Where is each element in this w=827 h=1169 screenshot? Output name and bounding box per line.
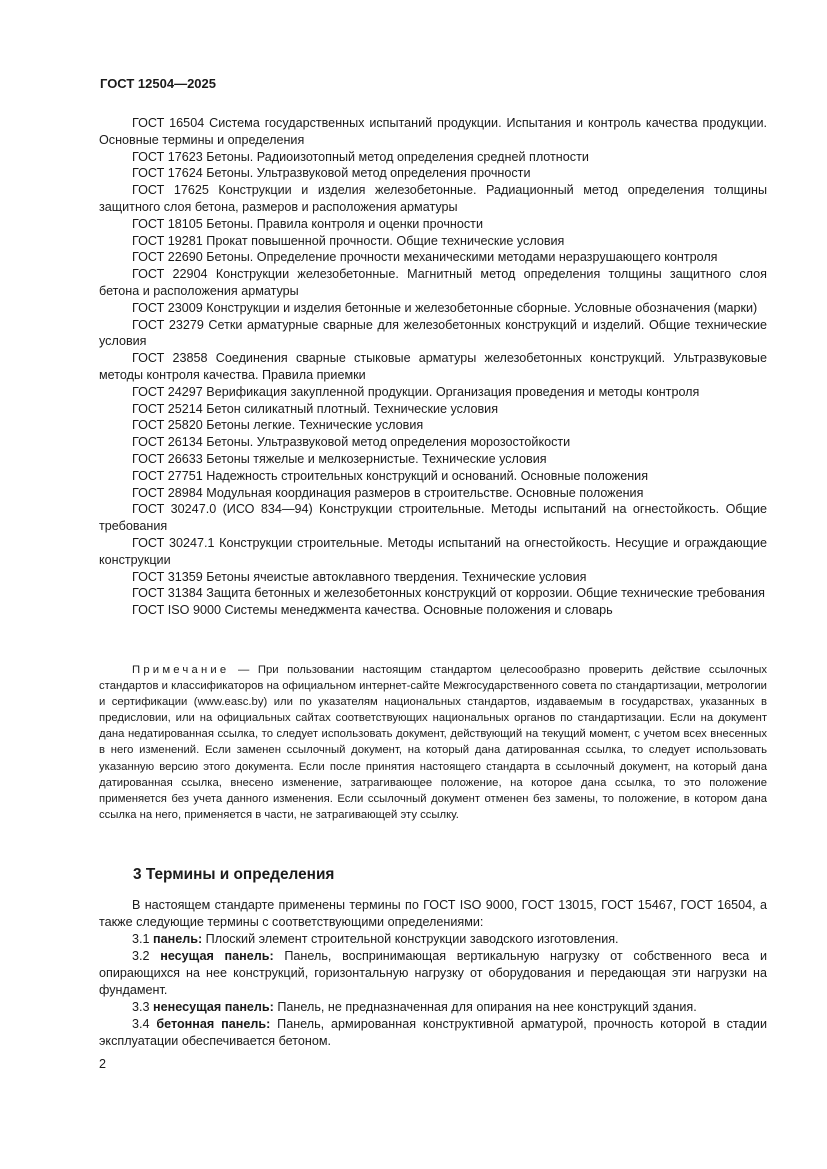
reference-item: ГОСТ ISO 9000 Системы менеджмента качества. Основные положения и словарь	[132, 603, 613, 618]
reference-item: ГОСТ 18105 Бетоны. Правила контроля и оценки прочности	[132, 216, 483, 231]
reference-item: ГОСТ 17625 Конструкции и изделия железобетонные. Радиационный метод определения толщины защитного слоя бетона, размеров и расположения арматуры	[99, 183, 767, 214]
reference-item: ГОСТ 26633 Бетоны тяжелые и мелкозернистые. Технические условия	[132, 451, 547, 466]
term-name: ненесущая панель:	[153, 1000, 274, 1014]
note-lead: Примечание	[132, 664, 230, 676]
reference-item: ГОСТ 25214 Бетон силикатный плотный. Технические условия	[132, 401, 499, 416]
term-definition	[99, 999, 767, 1016]
term-number: 3.4	[132, 1017, 157, 1031]
term-number: 3.1	[132, 932, 154, 946]
reference-item: ГОСТ 23009 Конструкции и изделия бетонные и железобетонные сборные. Условные обозначения (марки)	[132, 300, 758, 315]
reference-item: ГОСТ 23858 Соединения сварные стыковые арматуры железобетонных конструкций. Ультразвуковые методы контроля качества. Правила приемки	[99, 351, 767, 382]
section-title: 3 Термины и определения	[133, 866, 335, 883]
reference-item: ГОСТ 16504 Система государственных испытаний продукции. Испытания и контроль качества продукции. Основные термины и определения	[99, 116, 767, 147]
normative-references-list	[99, 115, 767, 619]
term-text: Панель, не предназначенная для опирания на нее конструкций здания.	[273, 1000, 697, 1014]
term-text: Плоский элемент строительной конструкции заводского изготовления.	[202, 932, 619, 946]
note-text: — При пользовании настоящим стандартом целесообразно проверить действие ссылочных стандартов и классификаторов на официальном интернет-сайте Межгосударственного совета по стандартизации, метрологии и сертификации (www.easc.by) или по указателям национальных стандартов, издаваемым в государствах, указанных в предисловии, или на официальных сайтах соответствующих национальных органов по стандартизации. Если на документ дана недатированная ссылка, то следует использовать документ, действующий на текущий момент, с учетом всех внесенных в него изменений. Если заменен ссылочный документ, на который дана датированная ссылка, то следует использовать указанную версию этого документа. Если после принятия настоящего стандарта в ссылочный документ, на который дана датированная ссылка, внесено изменение, затрагивающее положение, на которое дана ссылка, то это положение применяется без учета данного изменения. Если ссылочный документ отменен без замены, то положение, в котором дана ссылка на него, применяется в части, не затрагивающей эту ссылку.	[99, 664, 767, 821]
term-name: несущая панель:	[160, 949, 274, 963]
reference-item: ГОСТ 31384 Защита бетонных и железобетонных конструкций от коррозии. Общие технические требования	[132, 586, 765, 601]
reference-item: ГОСТ 31359 Бетоны ячеистые автоклавного твердения. Технические условия	[132, 569, 587, 584]
reference-item: ГОСТ 17624 Бетоны. Ультразвуковой метод определения прочности	[132, 166, 531, 181]
reference-item: ГОСТ 22690 Бетоны. Определение прочности механическими методами неразрушающего контроля	[132, 250, 718, 265]
reference-item: ГОСТ 23279 Сетки арматурные сварные для железобетонных конструкций и изделий. Общие технические условия	[99, 317, 767, 349]
term-text: Панель, воспринимающая вертикальную нагрузку от собственного веса и опирающихся на нее конструкций, горизонтальную нагрузку от оборудования и передающая эти нагрузки на фундамент.	[99, 949, 767, 997]
term-text: Панель, армированная конструктивной арматурой, прочность которой в стадии эксплуатации обеспечивается бетоном.	[99, 1017, 767, 1048]
term-number: 3.2	[132, 949, 161, 963]
terms-section	[99, 897, 767, 1050]
section-intro: В настоящем стандарте применены термины по ГОСТ ISO 9000, ГОСТ 13015, ГОСТ 15467, ГОСТ 16504, а также следующие термины с соответствующими определениями:	[99, 898, 767, 929]
reference-item: ГОСТ 28984 Модульная координация размеров в строительстве. Основные положения	[132, 485, 644, 500]
reference-item: ГОСТ 19281 Прокат повышенной прочности. Общие технические условия	[132, 233, 565, 248]
term-definition	[99, 931, 767, 948]
reference-item: ГОСТ 27751 Надежность строительных конструкций и оснований. Основные положения	[132, 468, 649, 483]
reference-item: ГОСТ 17623 Бетоны. Радиоизотопный метод определения средней плотности	[132, 149, 589, 164]
term-definition	[99, 948, 767, 999]
note-paragraph	[99, 662, 767, 823]
reference-item: ГОСТ 30247.1 Конструкции строительные. Методы испытаний на огнестойкость. Несущие и ограждающие конструкции	[99, 535, 767, 567]
reference-item: ГОСТ 22904 Конструкции железобетонные. Магнитный метод определения толщины защитного слоя бетона и расположения арматуры	[99, 267, 767, 298]
term-number: 3.3	[132, 1000, 154, 1014]
reference-item: ГОСТ 24297 Верификация закупленной продукции. Организация проведения и методы контроля	[132, 384, 700, 399]
term-name: панель:	[153, 932, 203, 946]
term-definition	[99, 1016, 767, 1050]
reference-item: ГОСТ 25820 Бетоны легкие. Технические условия	[132, 418, 424, 433]
reference-item: ГОСТ 30247.0 (ИСО 834—94) Конструкции строительные. Методы испытаний на огнестойкость. Общие требования	[99, 502, 767, 534]
term-name: бетонная панель:	[156, 1017, 271, 1031]
reference-item: ГОСТ 26134 Бетоны. Ультразвуковой метод определения морозостойкости	[132, 435, 571, 450]
page-header: ГОСТ 12504—2025	[100, 76, 216, 91]
page-number: 2	[99, 1057, 107, 1071]
